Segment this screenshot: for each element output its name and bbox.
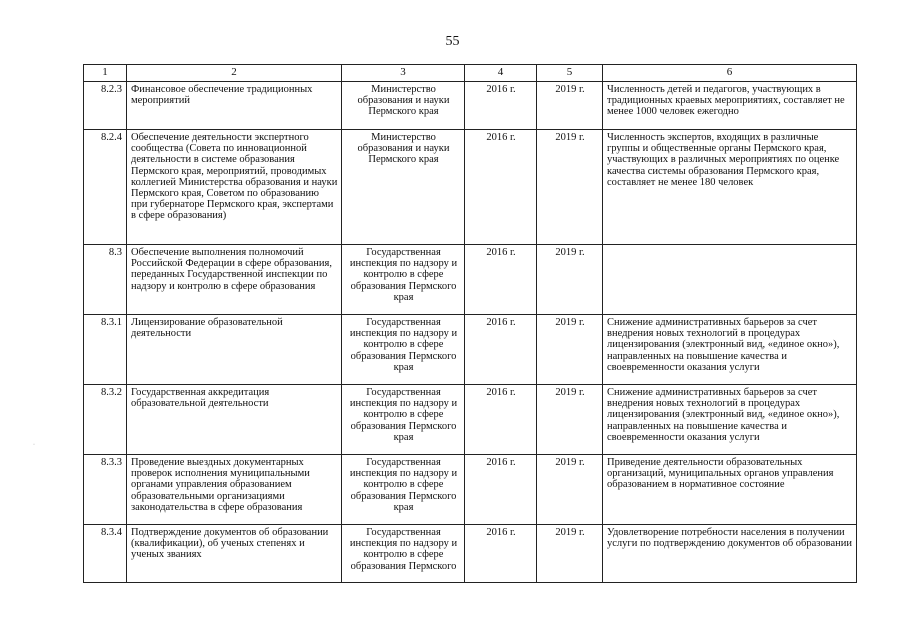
- table-row: [84, 82, 857, 130]
- measure-name: Проведение выездных документарных проверок исполнения муниципальными органами управления образованием образовательными организациями законодательства в сфере образования: [127, 455, 342, 525]
- header-cell: 5: [537, 65, 603, 82]
- header-cell: 4: [465, 65, 537, 82]
- end-year: 2019 г.: [537, 82, 603, 130]
- row-number: 8.3.1: [84, 315, 127, 385]
- row-number: 8.3: [84, 245, 127, 315]
- header-cell: 2: [127, 65, 342, 82]
- expected-result: Приведение деятельности образовательных организаций, муниципальных органов управления образованием в нормативное состояние: [603, 455, 857, 525]
- row-number: 8.2.3: [84, 82, 127, 130]
- measure-name: Обеспечение выполнения полномочий Российской Федерации в сфере образования, переданных Государственной инспекции по надзору и контролю в сфере образования: [127, 245, 342, 315]
- measure-name: Обеспечение деятельности экспертного сообщества (Совета по инновационной деятельности в системе образования Пермского края, мероприятий, проводимых коллегией Министерства образования и науки Пермского края, Советом по образованию при губернаторе Пермского края, экспертами в сфере образования): [127, 130, 342, 245]
- table-row: [84, 245, 857, 315]
- row-number: 8.2.4: [84, 130, 127, 245]
- start-year: 2016 г.: [465, 525, 537, 583]
- table-row: [84, 315, 857, 385]
- responsible-org: Государственная инспекция по надзору и контролю в сфере образования Пермского: [342, 525, 465, 583]
- responsible-org: Государственная инспекция по надзору и контролю в сфере образования Пермского края: [342, 455, 465, 525]
- measures-table: [83, 64, 857, 583]
- start-year: 2016 г.: [465, 82, 537, 130]
- row-number: 8.3.2: [84, 385, 127, 455]
- end-year: 2019 г.: [537, 455, 603, 525]
- expected-result: Снижение административных барьеров за счет внедрения новых технологий в процедурах лицензирования (электронный вид, «единое окно»), направленных на повышение качества и своевременности оказания услуги: [603, 385, 857, 455]
- responsible-org: Государственная инспекция по надзору и контролю в сфере образования Пермского края: [342, 315, 465, 385]
- page-number: 55: [445, 34, 460, 49]
- start-year: 2016 г.: [465, 245, 537, 315]
- end-year: 2019 г.: [537, 385, 603, 455]
- header-cell: 6: [603, 65, 857, 82]
- responsible-org: Государственная инспекция по надзору и контролю в сфере образования Пермского края: [342, 385, 465, 455]
- table-row: [84, 455, 857, 525]
- start-year: 2016 г.: [465, 385, 537, 455]
- expected-result: Численность детей и педагогов, участвующих в традиционных краевых мероприятиях, составляет не менее 1000 человек ежегодно: [603, 82, 857, 130]
- scan-mark: ·: [33, 442, 35, 448]
- row-number: 8.3.4: [84, 525, 127, 583]
- table-row: [84, 385, 857, 455]
- start-year: 2016 г.: [465, 315, 537, 385]
- start-year: 2016 г.: [465, 455, 537, 525]
- measure-name: Подтверждение документов об образовании (квалификации), об ученых степенях и ученых званиях: [127, 525, 342, 583]
- header-cell: 3: [342, 65, 465, 82]
- row-number: 8.3.3: [84, 455, 127, 525]
- table-row: [84, 130, 857, 245]
- start-year: 2016 г.: [465, 130, 537, 245]
- expected-result: Удовлетворение потребности населения в получении услуги по подтверждению документов об образовании: [603, 525, 857, 583]
- header-cell: 1: [84, 65, 127, 82]
- end-year: 2019 г.: [537, 130, 603, 245]
- expected-result: [603, 245, 857, 315]
- measure-name: Лицензирование образовательной деятельности: [127, 315, 342, 385]
- measure-name: Государственная аккредитация образовательной деятельности: [127, 385, 342, 455]
- table-row: [84, 525, 857, 583]
- end-year: 2019 г.: [537, 315, 603, 385]
- end-year: 2019 г.: [537, 245, 603, 315]
- measure-name: Финансовое обеспечение традиционных мероприятий: [127, 82, 342, 130]
- responsible-org: Министерство образования и науки Пермского края: [342, 82, 465, 130]
- responsible-org: Государственная инспекция по надзору и контролю в сфере образования Пермского края: [342, 245, 465, 315]
- expected-result: Численность экспертов, входящих в различные группы и общественные органы Пермского края, участвующих в различных мероприятиях по оценке качества системы образования Пермского края, составляет не менее 180 человек: [603, 130, 857, 245]
- expected-result: Снижение административных барьеров за счет внедрения новых технологий в процедурах лицензирования (электронный вид, «единое окно»), направленных на повышение качества и своевременности оказания услуги: [603, 315, 857, 385]
- end-year: 2019 г.: [537, 525, 603, 583]
- table-header-row: [84, 65, 857, 82]
- responsible-org: Министерство образования и науки Пермского края: [342, 130, 465, 245]
